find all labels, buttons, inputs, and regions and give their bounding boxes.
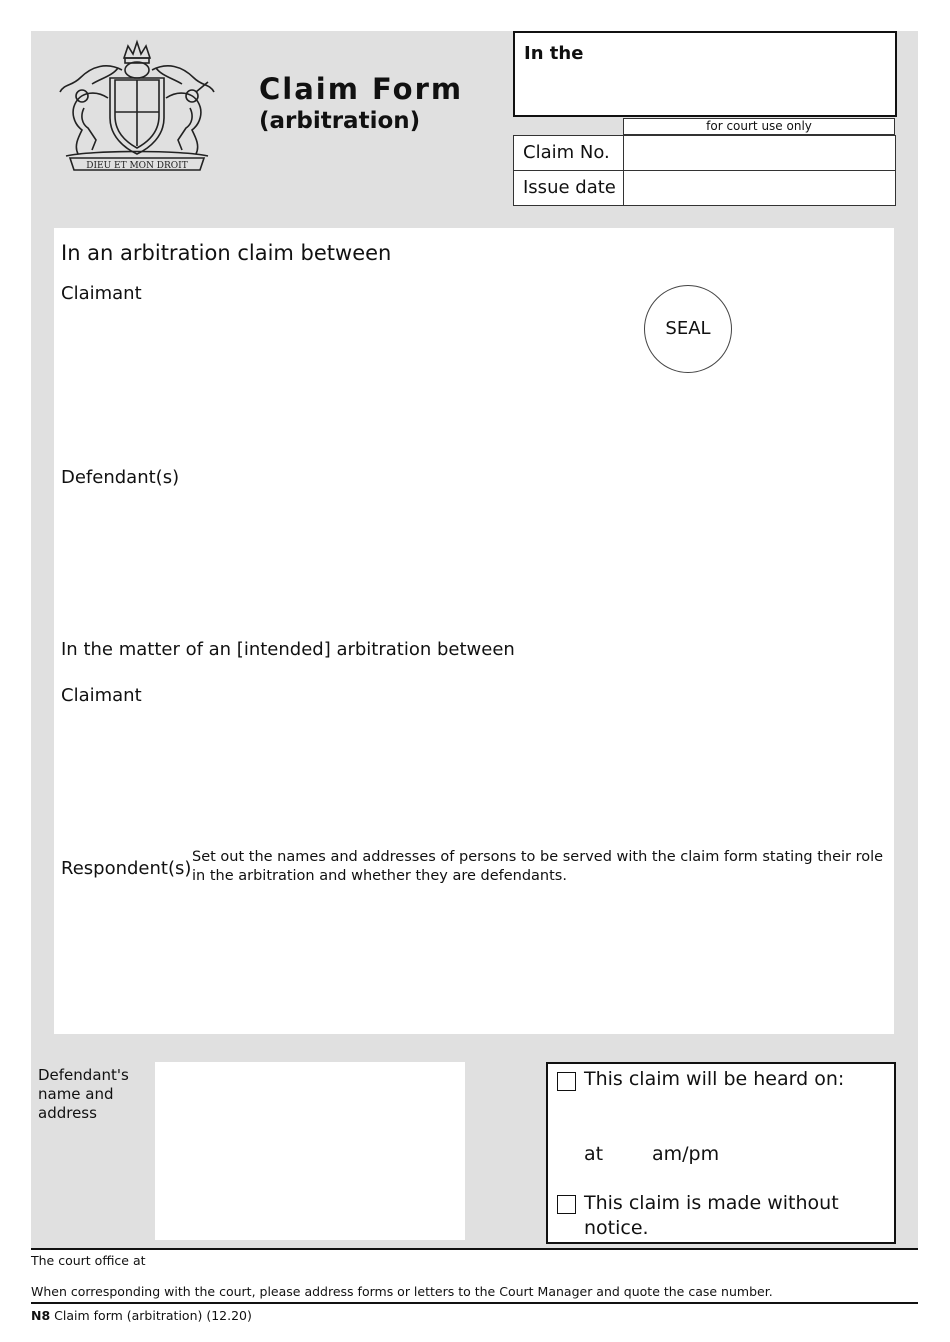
- form-title: Claim Form: [259, 72, 464, 106]
- issue-date-field[interactable]: [624, 171, 894, 205]
- claim-number-field[interactable]: [624, 136, 894, 170]
- without-notice-checkbox[interactable]: [557, 1195, 576, 1214]
- defendant-address-field[interactable]: [155, 1062, 465, 1240]
- crest-motto: DIEU ET MON DROIT: [86, 161, 188, 171]
- claimant-label: Claimant: [61, 283, 142, 304]
- hearing-ampm-label: am/pm: [652, 1143, 720, 1165]
- correspondence-note: When corresponding with the court, please address forms or letters to the Court Manager and quote the case number.: [31, 1284, 773, 1299]
- hearing-box: [546, 1062, 896, 1244]
- form-reference: [31, 1308, 252, 1323]
- issue-date-label: Issue date: [523, 177, 616, 198]
- claimant-2-label: Claimant: [61, 685, 142, 706]
- matter-heading: In the matter of an [intended] arbitration between: [61, 639, 515, 660]
- form-code: N8: [31, 1308, 51, 1323]
- defendant-address-label: Defendant's name and address: [38, 1066, 129, 1122]
- court-seal: SEAL: [644, 285, 732, 373]
- issue-date-row: [513, 170, 896, 206]
- hearing-at-label: at: [584, 1143, 604, 1165]
- court-office-label: The court office at: [31, 1253, 146, 1268]
- court-name-label: In the: [524, 43, 584, 64]
- court-use-only-label: for court use only: [623, 118, 895, 135]
- defendants-label: Defendant(s): [61, 467, 180, 488]
- footer-divider: [31, 1302, 918, 1304]
- claim-number-label: Claim No.: [523, 142, 610, 163]
- royal-coat-of-arms-icon: [52, 38, 222, 172]
- footer-divider: [31, 1248, 918, 1250]
- respondents-note: Set out the names and addresses of persons to be served with the claim form stating their role in the arbitration and whether they are defendants.: [192, 849, 884, 884]
- heard-on-label: This claim will be heard on:: [584, 1068, 845, 1090]
- claim-number-row: [513, 135, 896, 171]
- form-name: Claim form (arbitration) (12.20): [54, 1308, 252, 1323]
- heard-on-checkbox[interactable]: [557, 1072, 576, 1091]
- parties-section[interactable]: [54, 228, 894, 1034]
- without-notice-label: This claim is made without notice.: [584, 1192, 839, 1239]
- respondents-label: Respondent(s): [61, 858, 192, 879]
- form-subtitle: (arbitration): [259, 108, 421, 134]
- claim-heading: In an arbitration claim between: [61, 241, 392, 265]
- court-name-field[interactable]: [513, 31, 897, 117]
